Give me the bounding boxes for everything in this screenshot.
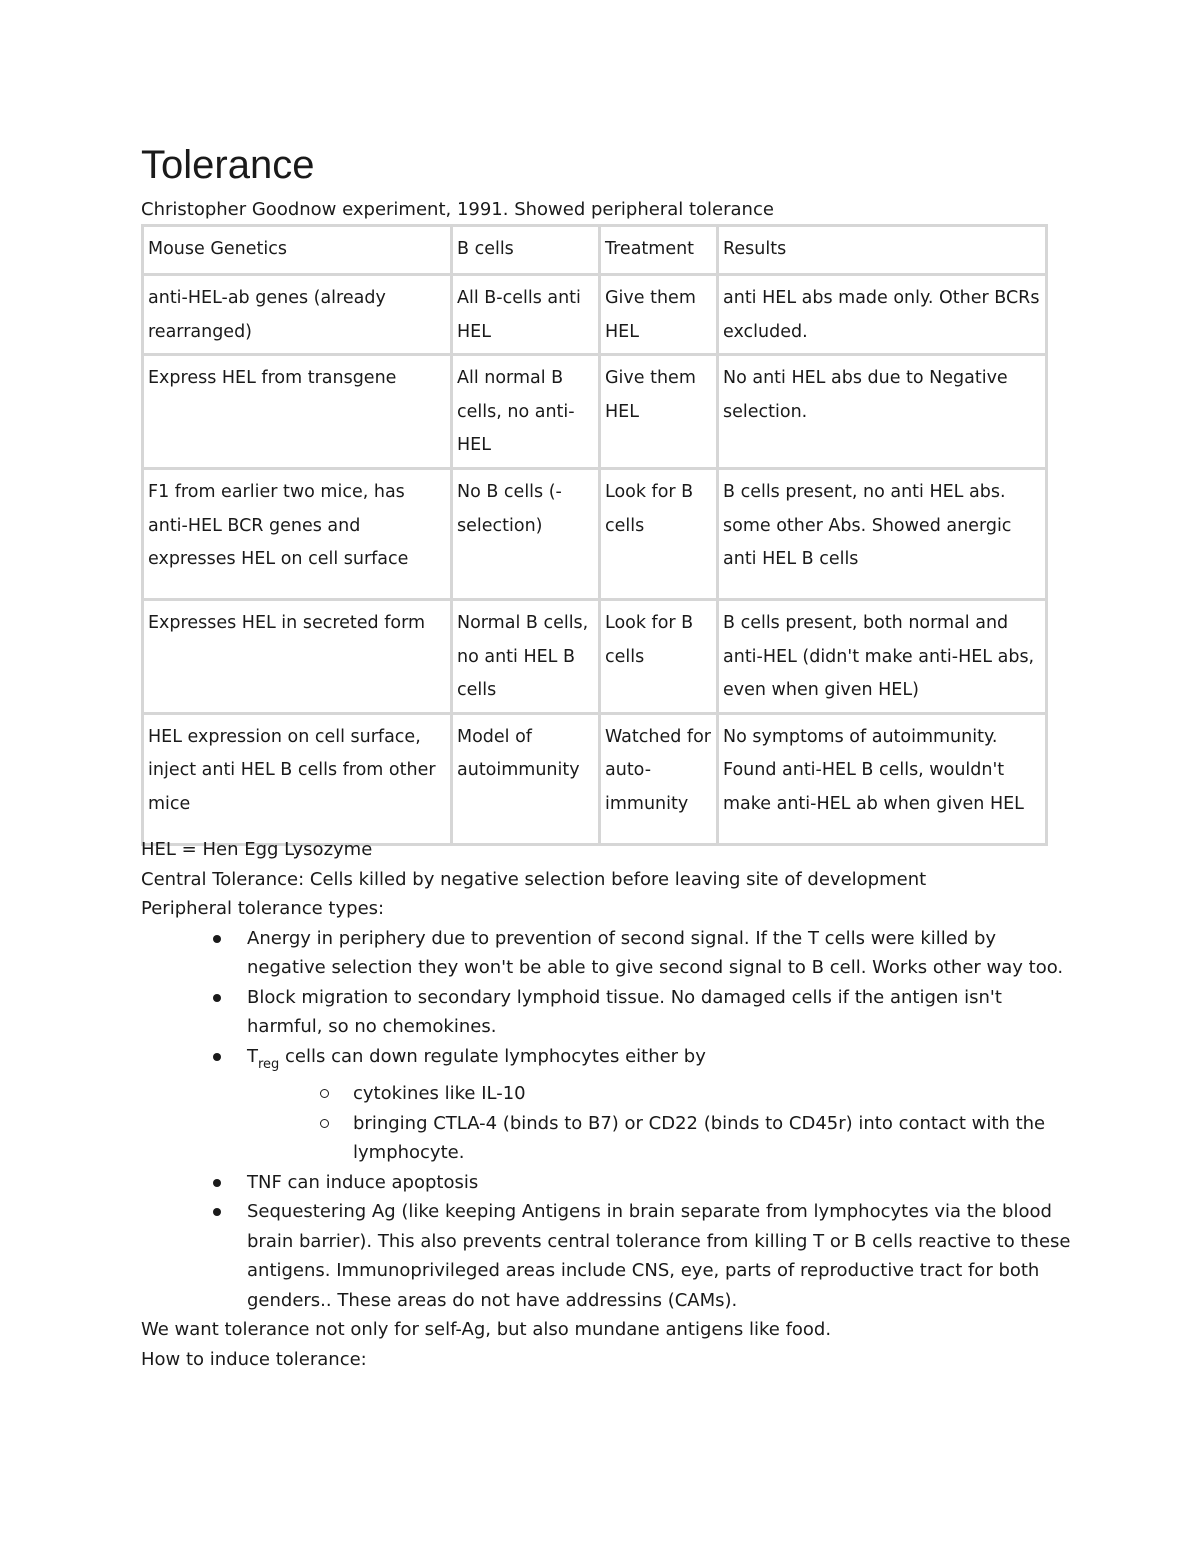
cell-results: anti HEL abs made only. Other BCRs excluded. bbox=[718, 275, 1047, 355]
cell-treatment: Watched for auto-immunity bbox=[600, 713, 718, 844]
cell-mouse-genetics: Express HEL from transgene bbox=[143, 355, 452, 469]
cell-treatment: Look for B cells bbox=[600, 469, 718, 600]
treg-sub-list bbox=[247, 1079, 1071, 1168]
central-tolerance-line: Central Tolerance: Cells killed by negative selection before leaving site of development bbox=[141, 868, 927, 890]
cell-mouse-genetics: HEL expression on cell surface, inject anti HEL B cells from other mice bbox=[143, 713, 452, 844]
header-mouse-genetics: Mouse Genetics bbox=[143, 226, 452, 275]
sub-list-item bbox=[353, 1079, 1071, 1109]
notes-body bbox=[141, 835, 1071, 1374]
page-title: Tolerance bbox=[141, 143, 315, 187]
circle-bullet-icon bbox=[320, 1119, 329, 1128]
want-tolerance-line: We want tolerance not only for self-Ag, but also mundane antigens like food. bbox=[141, 1319, 832, 1340]
cell-mouse-genetics: anti-HEL-ab genes (already rearranged) bbox=[143, 275, 452, 355]
list-item bbox=[247, 1197, 1071, 1315]
table-row bbox=[143, 713, 1047, 844]
bullet-text: Sequestering Ag (like keeping Antigens in brain separate from lymphocytes via the blood brain barrier). This also prevents central tolerance from killing T or B cells reactive to these antigens. Immunoprivileged areas include CNS, eye, parts of reproductive tract for both genders.. These areas do not have addressins (CAMs). bbox=[247, 1201, 1071, 1311]
cell-results: B cells present, no anti HEL abs. some other Abs. Showed anergic anti HEL B cells bbox=[718, 469, 1047, 600]
cell-results: No symptoms of autoimmunity. Found anti-HEL B cells, wouldn't make anti-HEL ab when given HEL bbox=[718, 713, 1047, 844]
hel-definition: HEL = Hen Egg Lysozyme bbox=[141, 839, 373, 860]
treg-label: T bbox=[247, 1045, 258, 1067]
bullet-text: TNF can induce apoptosis bbox=[247, 1171, 479, 1193]
cell-b-cells: Model of autoimmunity bbox=[452, 713, 600, 844]
subtitle: Christopher Goodnow experiment, 1991. Showed peripheral tolerance bbox=[141, 199, 774, 220]
treg-subscript: reg bbox=[258, 1056, 280, 1072]
bullet-text: Block migration to secondary lymphoid tissue. No damaged cells if the antigen isn't harmful, so no chemokines. bbox=[247, 986, 1002, 1037]
list-item bbox=[247, 924, 1071, 983]
bullet-icon bbox=[213, 1208, 221, 1216]
induce-tolerance-line: How to induce tolerance: bbox=[141, 1348, 367, 1370]
bullet-icon bbox=[213, 1179, 221, 1187]
bullet-icon bbox=[213, 994, 221, 1002]
sub-bullet-text: cytokines like IL-10 bbox=[353, 1083, 526, 1104]
bullet-icon bbox=[213, 935, 221, 943]
circle-bullet-icon bbox=[320, 1089, 329, 1098]
list-item bbox=[247, 1168, 1071, 1198]
peripheral-heading: Peripheral tolerance types: bbox=[141, 898, 385, 919]
bullet-text: cells can down regulate lymphocytes either by bbox=[279, 1045, 706, 1067]
table-row bbox=[143, 469, 1047, 600]
cell-b-cells: No B cells (- selection) bbox=[452, 469, 600, 600]
sub-list-container bbox=[247, 1079, 1071, 1168]
peripheral-list bbox=[141, 924, 1071, 1316]
cell-treatment: Give them HEL bbox=[600, 355, 718, 469]
bullet-icon bbox=[213, 1053, 221, 1061]
cell-b-cells: All B-cells anti HEL bbox=[452, 275, 600, 355]
table-header-row bbox=[143, 226, 1047, 275]
cell-mouse-genetics: Expresses HEL in secreted form bbox=[143, 600, 452, 714]
table-row bbox=[143, 355, 1047, 469]
sub-list-item bbox=[353, 1109, 1071, 1168]
cell-treatment: Give them HEL bbox=[600, 275, 718, 355]
cell-b-cells: All normal B cells, no anti-HEL bbox=[452, 355, 600, 469]
bullet-text: Anergy in periphery due to prevention of second signal. If the T cells were killed by negative selection they won't be able to give second signal to B cell. Works other way too. bbox=[247, 927, 1064, 978]
list-item bbox=[247, 1042, 1071, 1080]
cell-treatment: Look for B cells bbox=[600, 600, 718, 714]
cell-mouse-genetics: F1 from earlier two mice, has anti-HEL BCR genes and expresses HEL on cell surface bbox=[143, 469, 452, 600]
header-results: Results bbox=[718, 226, 1047, 275]
header-treatment: Treatment bbox=[600, 226, 718, 275]
list-item bbox=[247, 983, 1071, 1042]
experiment-table bbox=[141, 224, 1048, 846]
table-row bbox=[143, 275, 1047, 355]
header-b-cells: B cells bbox=[452, 226, 600, 275]
table-row bbox=[143, 600, 1047, 714]
sub-bullet-text: bringing CTLA-4 (binds to B7) or CD22 (binds to CD45r) into contact with the lymphocyte. bbox=[353, 1112, 1046, 1163]
cell-results: No anti HEL abs due to Negative selection. bbox=[718, 355, 1047, 469]
cell-results: B cells present, both normal and anti-HEL (didn't make anti-HEL abs, even when given HEL) bbox=[718, 600, 1047, 714]
cell-b-cells: Normal B cells, no anti HEL B cells bbox=[452, 600, 600, 714]
